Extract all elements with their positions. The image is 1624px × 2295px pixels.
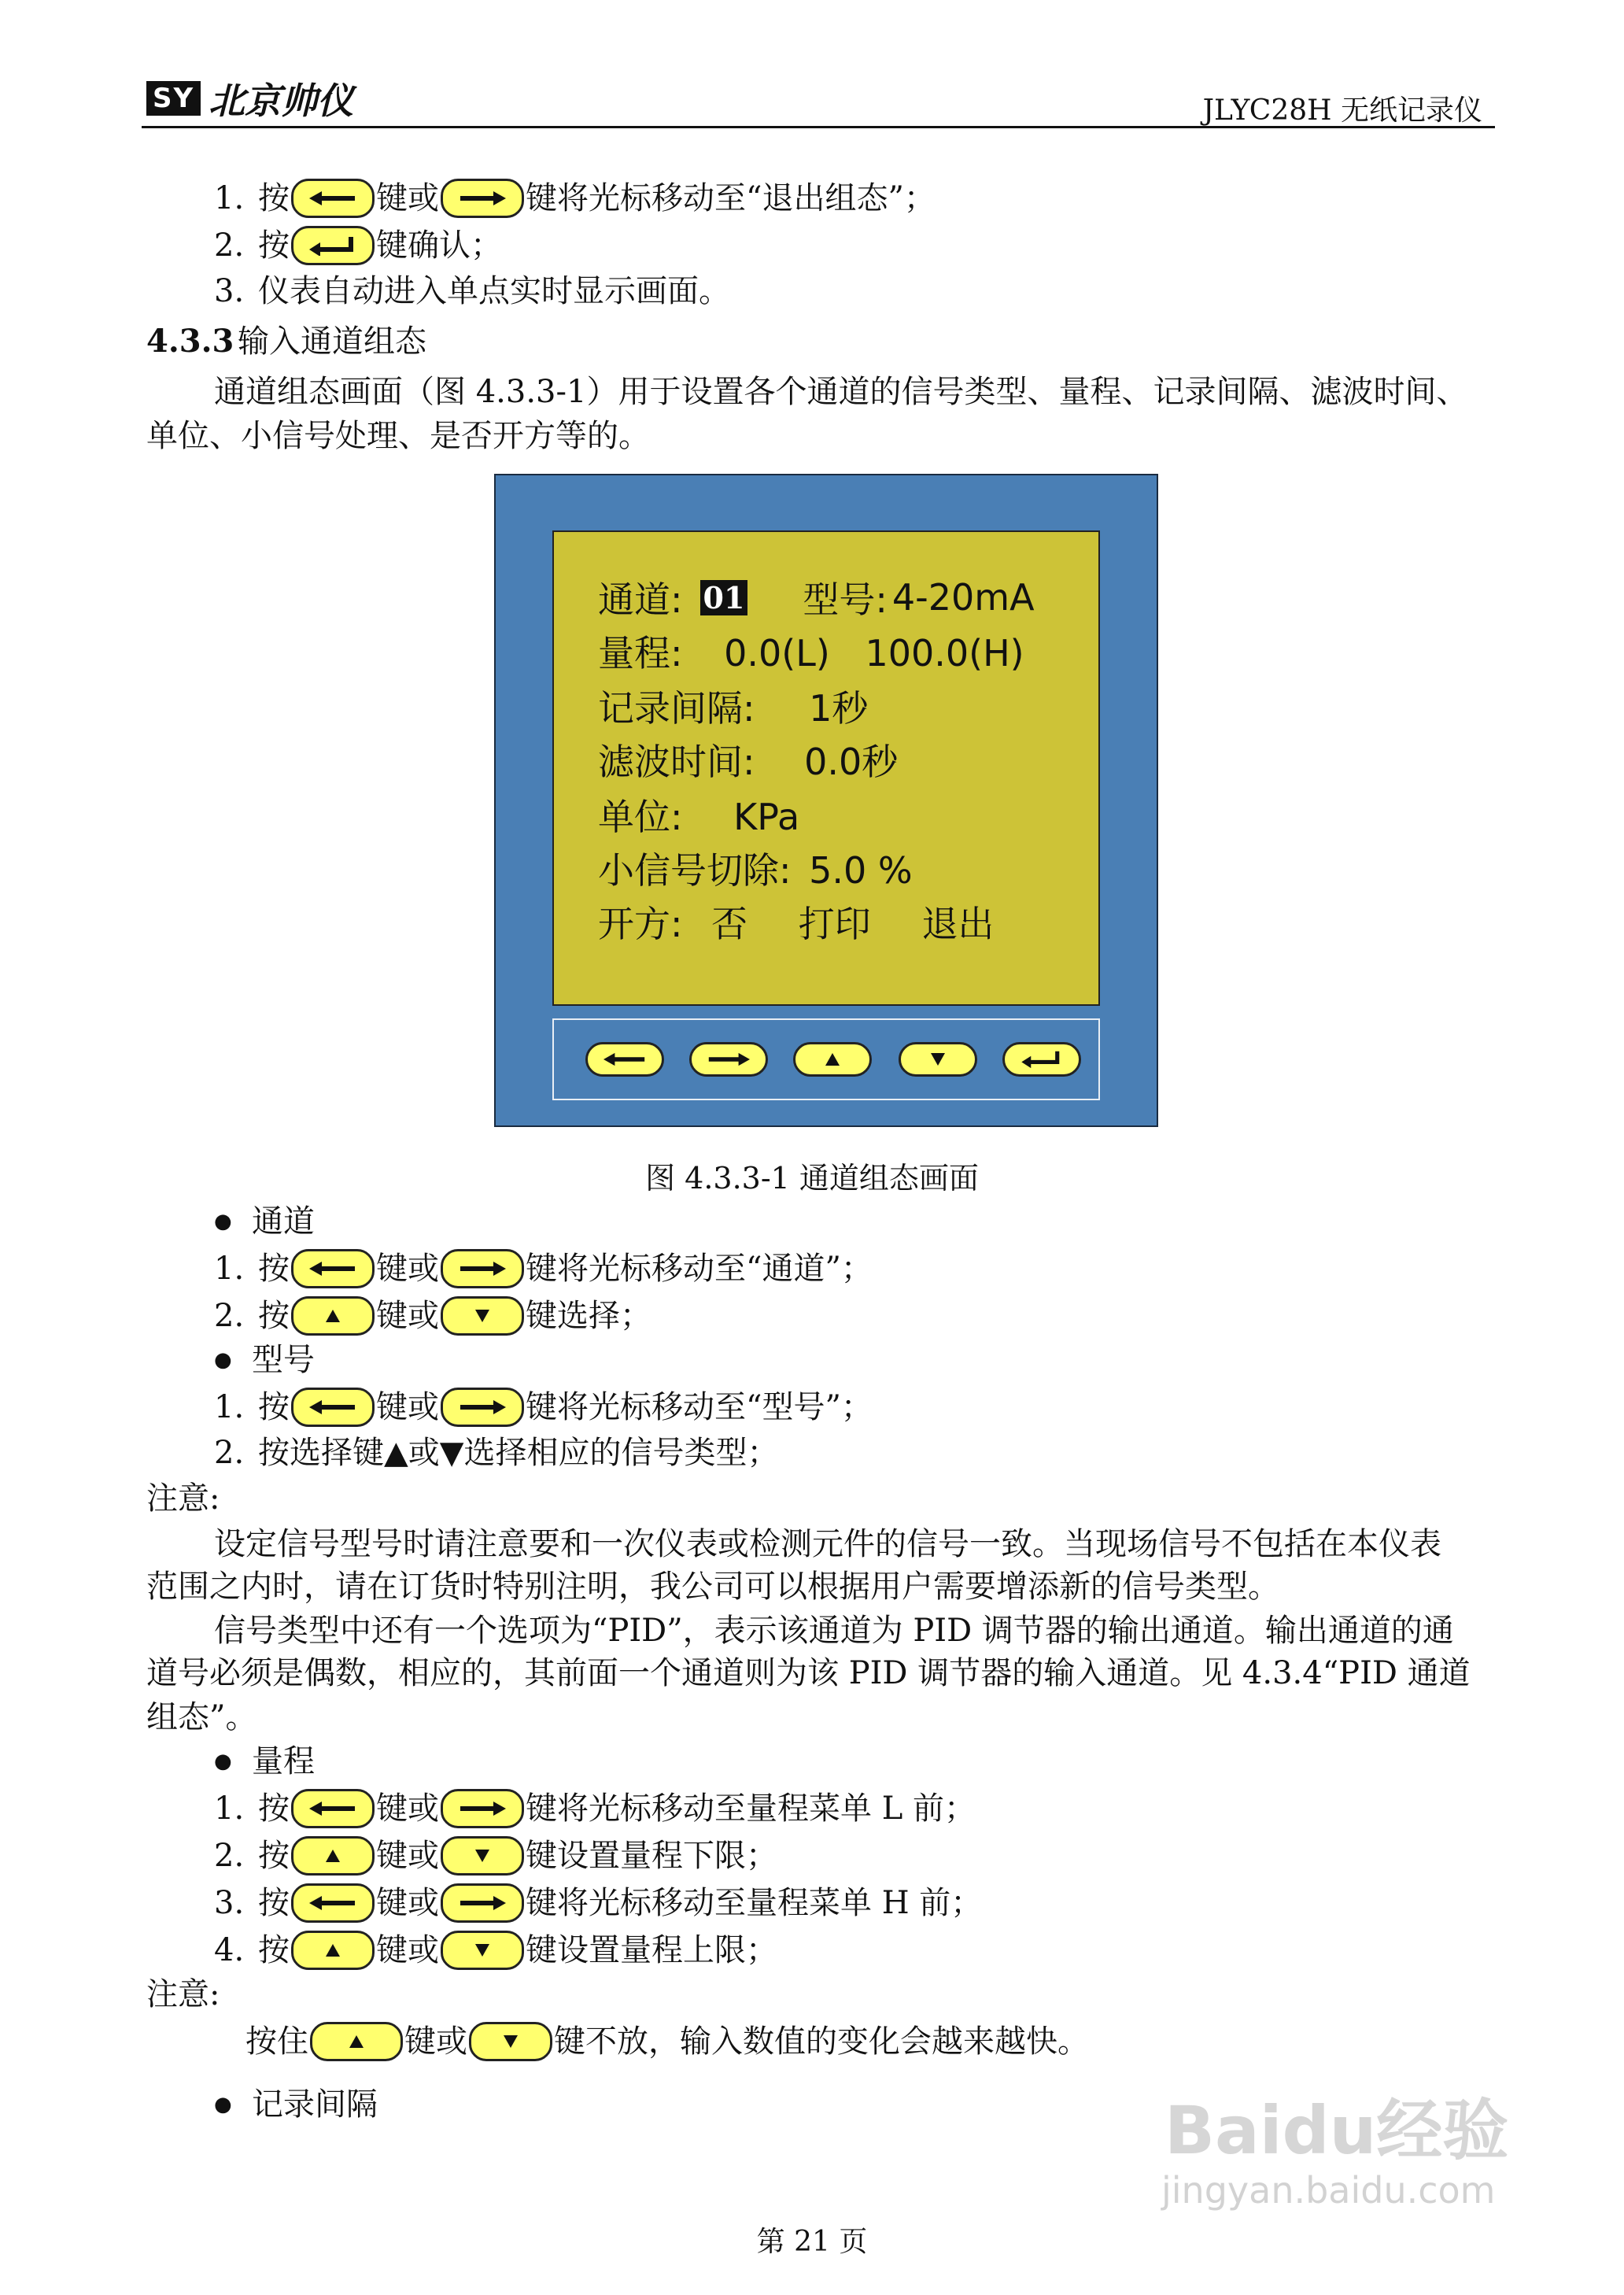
enter-icon bbox=[1020, 1050, 1064, 1069]
filter-value: 0.0秒 bbox=[804, 741, 899, 783]
right-arrow-icon bbox=[459, 1261, 506, 1277]
up-triangle-icon bbox=[326, 1944, 340, 1957]
down-key bbox=[469, 2022, 552, 2061]
right-arrow-icon bbox=[459, 190, 506, 206]
note-hold-line bbox=[245, 2020, 1089, 2064]
note-line: 范围之内时，请在订货时特别注明，我公司可以根据用户需要增添新的信号类型。 bbox=[146, 1569, 1279, 1605]
left-arrow-icon bbox=[309, 1261, 356, 1277]
step-number: 2. bbox=[214, 1838, 245, 1874]
intro-line-2: 单位、小信号处理、是否开方等的。 bbox=[146, 418, 650, 454]
exit-option[interactable]: 退出 bbox=[921, 903, 995, 945]
up-triangle-icon bbox=[326, 1850, 340, 1862]
down-key bbox=[441, 1296, 524, 1336]
lcd-screen bbox=[552, 530, 1100, 1006]
step-text: 按 bbox=[258, 227, 290, 264]
down-triangle-icon bbox=[475, 1850, 489, 1862]
enter-icon bbox=[309, 235, 356, 256]
step-number: 2. bbox=[214, 1435, 245, 1471]
type-step-1 bbox=[214, 1385, 873, 1429]
left-key bbox=[291, 1388, 375, 1427]
bullet-text: 量程 bbox=[252, 1743, 315, 1779]
note-line: 道号必须是偶数，相应的，其前面一个通道则为该 PID 调节器的输入通道。见 4.3.4“PID 通道 bbox=[146, 1655, 1471, 1691]
step-number: 1. bbox=[214, 180, 245, 216]
page-number: 第 21 页 bbox=[756, 2226, 868, 2258]
left-key bbox=[291, 1249, 375, 1288]
note-label: 注意: bbox=[146, 1480, 220, 1517]
step-text: 按 bbox=[258, 1298, 290, 1334]
step-text: 键或 bbox=[376, 1838, 439, 1874]
step-number: 2. bbox=[214, 227, 245, 264]
figure-caption: 图 4.3.3-1 通道组态画面 bbox=[645, 1161, 979, 1196]
step-text: 键将光标移动至“型号”； bbox=[526, 1389, 873, 1425]
bullet-dot: ● bbox=[214, 1348, 232, 1372]
company-name: 北京帅仪 bbox=[209, 79, 354, 122]
step-number: 1. bbox=[214, 1389, 245, 1425]
type-value: 4-20mA bbox=[891, 576, 1035, 619]
up-key bbox=[291, 1296, 375, 1336]
right-key bbox=[441, 1249, 524, 1288]
cutoff-value: 5.0 % bbox=[809, 849, 913, 892]
step-text: 键或 bbox=[376, 1791, 439, 1827]
step-number: 3. bbox=[214, 273, 245, 309]
lcd-row-range bbox=[598, 625, 1024, 677]
step-text: 按 bbox=[258, 1932, 290, 1968]
panel-up-key[interactable] bbox=[793, 1042, 872, 1077]
bullet-dot: ● bbox=[214, 1750, 232, 1773]
note-line: 信号类型中还有一个选项为“PID”，表示该通道为 PID 调节器的输出通道。输出通道的通 bbox=[214, 1613, 1454, 1649]
channel-label: 通道: bbox=[598, 578, 683, 621]
lcd-row-sqrt bbox=[598, 896, 994, 948]
step-text: 按 bbox=[258, 1885, 290, 1921]
exit-step-3 bbox=[214, 269, 730, 313]
exit-step-2 bbox=[214, 224, 502, 268]
step-text: 键选择； bbox=[526, 1298, 651, 1334]
step-text: 键或 bbox=[376, 180, 439, 216]
range-step-2 bbox=[214, 1834, 777, 1878]
unit-value: KPa bbox=[733, 796, 800, 838]
step-number: 1. bbox=[214, 1251, 245, 1287]
note-label: 注意: bbox=[146, 1976, 220, 2012]
panel-keypad bbox=[552, 1018, 1100, 1100]
down-triangle-icon bbox=[504, 2035, 518, 2048]
sqrt-label: 开方: bbox=[598, 903, 683, 945]
right-arrow-icon bbox=[459, 1895, 506, 1911]
step-text: 键将光标移动至量程菜单 L 前； bbox=[526, 1791, 976, 1827]
bullet-dot: ● bbox=[214, 1210, 232, 1233]
lcd-row-filter bbox=[598, 734, 898, 785]
left-key bbox=[291, 1883, 375, 1923]
range-step-3 bbox=[214, 1881, 982, 1925]
lcd-row-cutoff bbox=[598, 842, 913, 894]
right-key bbox=[441, 1883, 524, 1923]
step-text: 键将光标移动至量程菜单 H 前； bbox=[526, 1885, 983, 1921]
step-text: 键或 bbox=[376, 1885, 439, 1921]
left-arrow-icon bbox=[309, 1801, 356, 1816]
left-key bbox=[291, 1789, 375, 1828]
up-triangle-icon bbox=[326, 1310, 340, 1322]
step-text: 键或 bbox=[376, 1932, 439, 1968]
baidu-watermark-url: jingyan.baidu.com bbox=[1161, 2169, 1496, 2212]
exit-step-1 bbox=[214, 176, 936, 220]
note-line: 设定信号型号时请注意要和一次仪表或检测元件的信号一致。当现场信号不包括在本仪表 bbox=[214, 1526, 1441, 1562]
step-text: 键设置量程上限； bbox=[526, 1932, 777, 1968]
up-triangle-icon bbox=[349, 2035, 364, 2048]
up-key bbox=[310, 2022, 403, 2061]
down-key bbox=[441, 1931, 524, 1970]
step-text: 按 bbox=[258, 1838, 290, 1874]
logo-mark: SY bbox=[146, 81, 201, 116]
channel-step-2 bbox=[214, 1294, 651, 1338]
range-high: 100.0(H) bbox=[865, 632, 1024, 674]
right-arrow-icon bbox=[707, 1052, 751, 1066]
header-rule bbox=[142, 126, 1495, 128]
up-key bbox=[291, 1836, 375, 1876]
channel-value[interactable]: 01 bbox=[700, 580, 748, 615]
right-arrow-icon bbox=[459, 1801, 506, 1816]
step-text: 键将光标移动至“通道”； bbox=[526, 1251, 873, 1287]
step-text: 按选择键▲或▼选择相应的信号类型； bbox=[258, 1435, 779, 1471]
step-number: 2. bbox=[214, 1298, 245, 1334]
panel-enter-key[interactable] bbox=[1002, 1042, 1081, 1077]
step-text: 键或 bbox=[376, 1298, 439, 1334]
type-step-2 bbox=[214, 1431, 779, 1475]
step-text: 按住 bbox=[245, 2023, 308, 2060]
down-triangle-icon bbox=[475, 1944, 489, 1957]
right-key bbox=[441, 1789, 524, 1828]
instrument-panel bbox=[494, 474, 1158, 1127]
down-key bbox=[441, 1836, 524, 1876]
left-key bbox=[291, 179, 375, 218]
panel-down-key[interactable] bbox=[899, 1042, 977, 1077]
print-option[interactable]: 打印 bbox=[798, 903, 871, 945]
sqrt-value: 否 bbox=[711, 903, 748, 945]
step-text: 键确认； bbox=[376, 227, 502, 264]
channel-step-1 bbox=[214, 1247, 873, 1291]
bullet-interval bbox=[214, 2082, 378, 2127]
left-arrow-icon bbox=[309, 1895, 356, 1911]
intro-line-1: 通道组态画面（图 4.3.3-1）用于设置各个通道的信号类型、量程、记录间隔、滤波时间、 bbox=[214, 374, 1468, 410]
bullet-text: 记录间隔 bbox=[252, 2086, 378, 2123]
lcd-row-channel bbox=[598, 571, 1035, 623]
range-low: 0.0(L) bbox=[724, 632, 830, 674]
interval-value: 1秒 bbox=[809, 687, 869, 730]
left-arrow-icon bbox=[309, 1399, 356, 1415]
right-key bbox=[441, 179, 524, 218]
up-triangle-icon bbox=[825, 1053, 840, 1066]
right-key bbox=[441, 1388, 524, 1427]
bullet-text: 通道 bbox=[252, 1203, 315, 1240]
step-text: 键设置量程下限； bbox=[526, 1838, 777, 1874]
section-number: 4.3.3 bbox=[146, 323, 234, 360]
section-heading bbox=[146, 320, 426, 364]
product-name: JLYC28H 无纸记录仪 bbox=[1202, 94, 1482, 127]
step-text: 键将光标移动至“退出组态”； bbox=[526, 180, 936, 216]
left-arrow-icon bbox=[309, 190, 356, 206]
unit-label: 单位: bbox=[598, 796, 683, 838]
step-text: 按 bbox=[258, 1389, 290, 1425]
bullet-type bbox=[214, 1338, 315, 1382]
bullet-dot: ● bbox=[214, 2093, 232, 2116]
step-text: 按 bbox=[258, 1251, 290, 1287]
bullet-range bbox=[214, 1739, 315, 1783]
panel-right-key[interactable] bbox=[689, 1042, 768, 1077]
section-title: 输入通道组态 bbox=[238, 323, 426, 360]
step-number: 1. bbox=[214, 1791, 245, 1827]
left-arrow-icon bbox=[603, 1052, 647, 1066]
enter-key bbox=[291, 226, 375, 265]
baidu-watermark-logo: Baidu经验 bbox=[1164, 2092, 1509, 2169]
cutoff-label: 小信号切除: bbox=[598, 849, 792, 892]
step-number: 4. bbox=[214, 1932, 245, 1968]
up-key bbox=[291, 1931, 375, 1970]
header-logo bbox=[146, 72, 353, 124]
note-line: 组态”。 bbox=[146, 1699, 257, 1735]
step-text: 键不放，输入数值的变化会越来越快。 bbox=[554, 2023, 1089, 2060]
bullet-channel bbox=[214, 1199, 315, 1244]
step-text: 键或 bbox=[404, 2023, 467, 2060]
step-number: 3. bbox=[214, 1885, 245, 1921]
step-text: 键或 bbox=[376, 1389, 439, 1425]
step-text: 仪表自动进入单点实时显示画面。 bbox=[258, 273, 730, 309]
panel-left-key[interactable] bbox=[585, 1042, 664, 1077]
right-arrow-icon bbox=[459, 1399, 506, 1415]
range-step-1 bbox=[214, 1787, 976, 1831]
range-label: 量程: bbox=[598, 632, 683, 674]
range-step-4 bbox=[214, 1928, 777, 1972]
lcd-row-unit bbox=[598, 789, 799, 841]
filter-label: 滤波时间: bbox=[598, 741, 755, 783]
step-text: 按 bbox=[258, 180, 290, 216]
down-triangle-icon bbox=[475, 1310, 489, 1322]
step-text: 按 bbox=[258, 1791, 290, 1827]
bullet-text: 型号 bbox=[252, 1342, 315, 1378]
step-text: 键或 bbox=[376, 1251, 439, 1287]
down-triangle-icon bbox=[931, 1053, 945, 1066]
type-label: 型号: bbox=[803, 578, 888, 621]
interval-label: 记录间隔: bbox=[598, 687, 755, 730]
lcd-row-interval bbox=[598, 680, 868, 732]
